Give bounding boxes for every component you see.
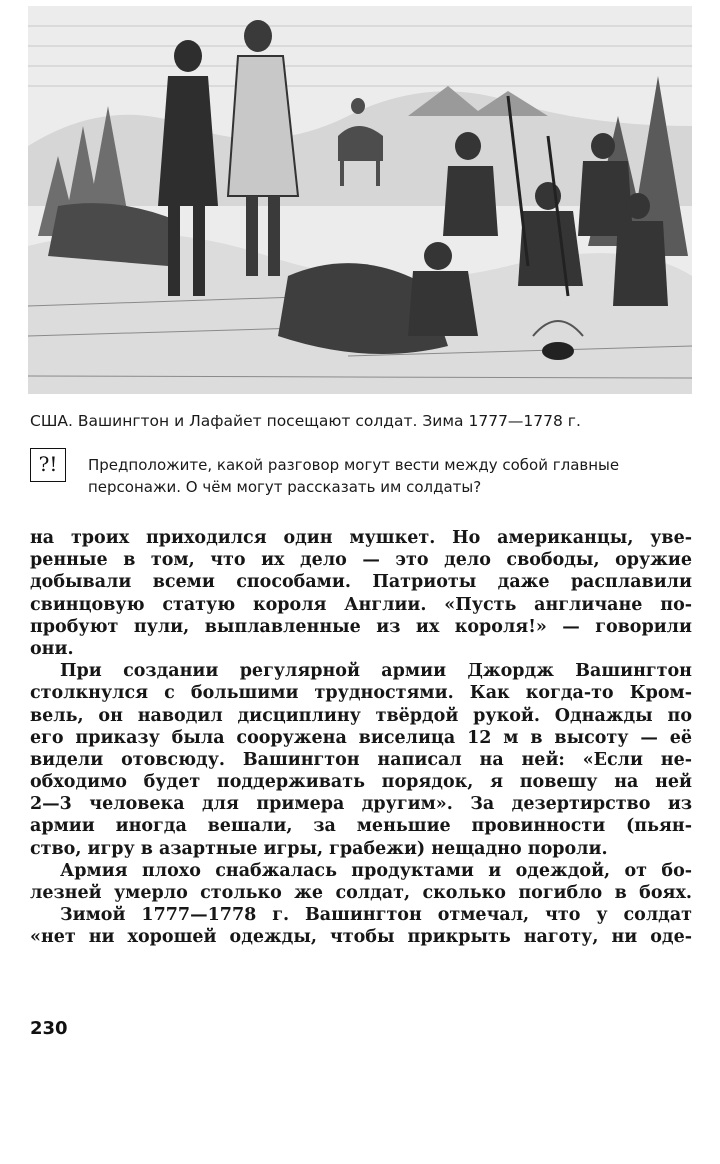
question-prompt: [88, 454, 700, 498]
text-line: на троих приходился один мушкет. Но американцы, уве-: [30, 528, 692, 548]
question-line: Предположите, какой разговор могут вести между собой главные: [88, 456, 620, 474]
text-line: ство, игру в азартные игры, грабежи) нещадно пороли.: [30, 838, 608, 859]
page-number: 230: [30, 1018, 68, 1039]
winter-camp-scene: [28, 6, 692, 394]
text-line: лезней умерло столько же солдат, сколько погибло в боях.: [30, 883, 692, 903]
text-line: столкнулся с большими трудностями. Как когда-то Кром-: [30, 683, 692, 704]
text-line: видели отовсюду. Вашингтон написал на ней: «Если не-: [30, 749, 692, 770]
text-line: «нет ни хорошей одежды, чтобы прикрыть наготу, ни оде-: [30, 927, 692, 948]
text-line: обходимо будет поддерживать порядок, я повешу на ней: [30, 772, 692, 793]
text-line: армии иногда вешали, за меньшие провинности (пьян-: [30, 816, 692, 837]
text-line: его приказу была сооружена виселица 12 м в высоту — её: [30, 727, 692, 748]
text-line: они.: [30, 638, 74, 659]
text-line: ренные в том, что их дело — это дело свободы, оружие: [30, 550, 692, 571]
text-line: пробуют пули, выплавленные из их короля!» — говорили: [30, 616, 692, 637]
question-line: персонажи. О чём могут рассказать им солдаты?: [88, 478, 482, 496]
text-line: вель, он наводил дисциплину твёрдой рукой. Однажды по: [30, 705, 692, 726]
body-text: [30, 527, 692, 949]
text-line: добывали всеми способами. Патриоты даже расплавили: [30, 572, 692, 593]
illustration-caption: США. Вашингтон и Лафайет посещают солдат. Зима 1777—1778 г.: [30, 412, 581, 430]
text-line: 2—3 человека для примера другим». За дезертирство из: [30, 794, 692, 815]
text-line: Армия плохо снабжалась продуктами и одеждой, от бо-: [60, 860, 692, 881]
question-mark-icon: ?!: [30, 448, 66, 482]
text-line: свинцовую статую короля Англии. «Пусть англичане по-: [30, 594, 692, 615]
text-line: Зимой 1777—1778 г. Вашингтон отмечал, что у солдат: [60, 905, 692, 926]
text-line: При создании регулярной армии Джордж Вашингтон: [60, 661, 692, 682]
engraving-illustration: [28, 6, 692, 394]
